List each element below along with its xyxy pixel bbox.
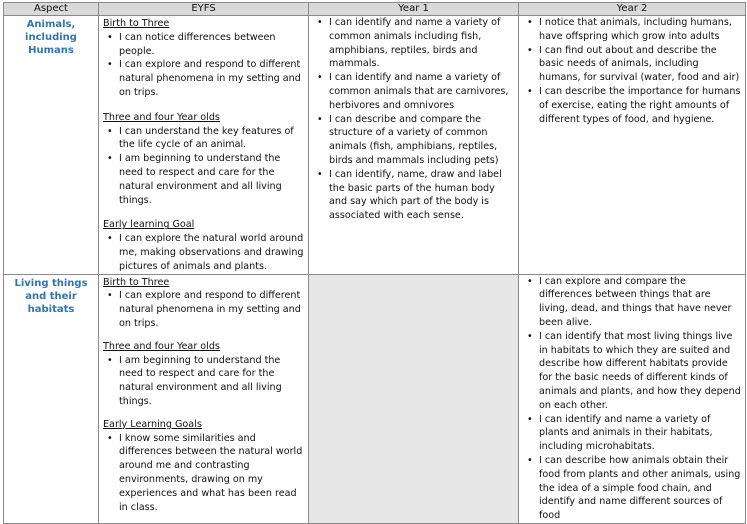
list-item: • I can explore and respond to different natural phenomena in my setting and on trips. [103, 58, 304, 99]
section-heading: Three and four Year olds [103, 340, 220, 352]
header-row [4, 3, 746, 16]
list-item: • I can identify and name a variety of common animals that are carnivores, herbivores and omnivores [313, 71, 514, 112]
list-item: • I am beginning to understand the need to respect and care for the natural environment and all living things. [103, 354, 304, 409]
list-item: • I can find out about and describe the basic needs of animals, including humans, for survival (water, food and air) [523, 44, 741, 85]
year1-cell [309, 16, 519, 275]
list-item: • I am beginning to understand the need to respect and care for the natural environment and all living things. [103, 152, 304, 207]
year2-cell [519, 16, 746, 275]
aspect-cell: Living things and their habitats [4, 274, 99, 523]
table-row [4, 274, 746, 523]
list-item: • I know some similarities and differences between the natural world around me and contrasting environments, drawing on my experiences and what has been read in class. [103, 432, 304, 515]
table-row [4, 16, 746, 275]
list-item: • I can identify and name a variety of plants and animals in their habitats, including microhabitats. [523, 413, 741, 454]
list-item: • I can notice differences between people. [103, 31, 304, 59]
list-item: • I can identify and name a variety of common animals including fish, amphibians, reptiles, birds and mammals. [313, 16, 514, 71]
list-item: • I can understand the key features of the life cycle of an animal. [103, 125, 304, 153]
section-heading: Early learning Goal [103, 219, 195, 231]
header-year1: Year 1 [309, 3, 519, 16]
header-eyfs: EYFS [99, 3, 309, 16]
year2-cell [519, 274, 746, 523]
list-item: • I can identify, name, draw and label the basic parts of the human body and say which part of the body is associated with each sense. [313, 168, 514, 223]
list-item: • I notice that animals, including humans, have offspring which grow into adults [523, 16, 741, 44]
aspect-cell: Animals, including Humans [4, 16, 99, 275]
list-item: • I can explore and compare the differences between things that are living, dead, and things that have never been alive. [523, 275, 741, 330]
list-item: • I can explore and respond to different natural phenomena in my setting and on trips. [103, 289, 304, 330]
list-item: • I can describe and compare the structure of a variety of common animals (fish, amphibians, reptiles, birds and mammals including pets) [313, 113, 514, 168]
section-heading: Three and four Year olds [103, 111, 220, 123]
list-item: • I can describe the importance for humans of exercise, eating the right amounts of different types of food, and hygiene. [523, 85, 741, 126]
section-heading: Birth to Three [103, 276, 170, 288]
list-item: • I can identify that most living things live in habitats to which they are suited and describe how different habitats provide for the basic needs of different kinds of animals and plants, and how they depend on each other. [523, 330, 741, 413]
list-item: • I can explore the natural world around me, making observations and drawing pictures of animals and plants. [103, 232, 304, 273]
list-item: • I can describe how animals obtain their food from plants and other animals, using the idea of a simple food chain, and identify and name different sources of food [523, 454, 741, 523]
section-heading: Birth to Three [103, 18, 170, 29]
section-heading: Early Learning Goals [103, 418, 202, 430]
header-aspect: Aspect [4, 3, 99, 16]
eyfs-cell [99, 16, 309, 275]
header-year2: Year 2 [519, 3, 746, 16]
curriculum-table [3, 2, 746, 524]
year1-cell-empty [309, 274, 519, 523]
eyfs-cell [99, 274, 309, 523]
